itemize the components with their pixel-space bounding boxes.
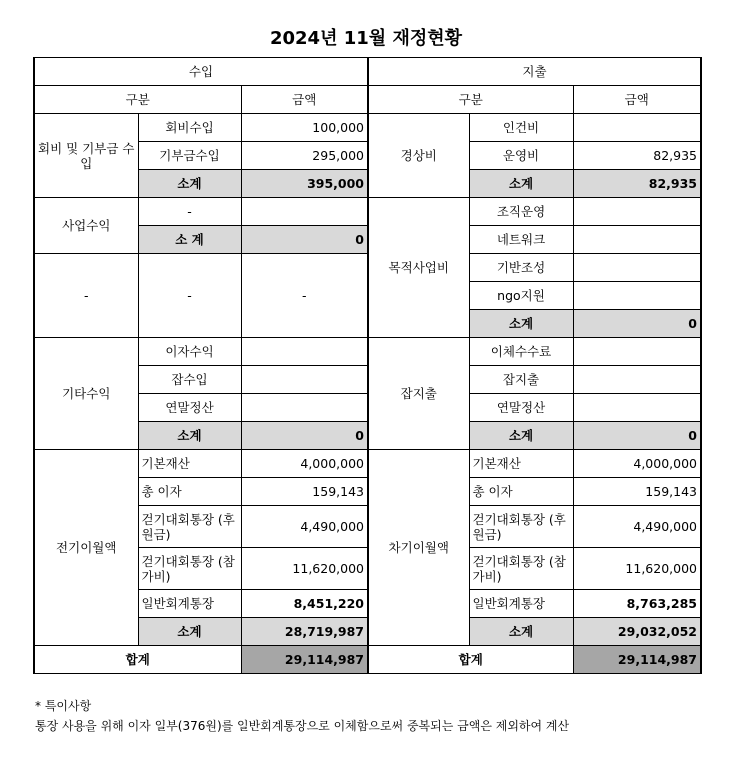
notes-heading: * 특이사항 (35, 699, 92, 713)
expense-amount (573, 282, 701, 310)
expense-header: 지출 (368, 58, 701, 86)
subtotal-label: 소계 (138, 618, 241, 646)
income-amount: 4,000,000 (241, 450, 368, 478)
operating-group: 경상비 (368, 114, 469, 198)
expense-amount: 82,935 (573, 142, 701, 170)
expense-col-amount: 금액 (573, 86, 701, 114)
expense-amount: 11,620,000 (573, 548, 701, 590)
income-item: 기본재산 (138, 450, 241, 478)
income-item: 일반회계통장 (138, 590, 241, 618)
expense-item: 인건비 (469, 114, 573, 142)
expense-item: ngo지원 (469, 282, 573, 310)
expense-col-category: 구분 (368, 86, 573, 114)
expense-item: 네트워크 (469, 226, 573, 254)
expense-item: 잡지출 (469, 366, 573, 394)
income-item: - (138, 198, 241, 226)
subtotal-amount: 0 (241, 226, 368, 254)
subtotal-label: 소계 (469, 310, 573, 338)
income-item: 연말정산 (138, 394, 241, 422)
page-title: 2024년 11월 재정현황 (269, 28, 462, 49)
expense-item: 일반회계통장 (469, 590, 573, 618)
subtotal-label: 소계 (469, 422, 573, 450)
finance-table (33, 57, 702, 674)
table-row (34, 338, 701, 366)
income-amount (241, 366, 368, 394)
income-amount: 295,000 (241, 142, 368, 170)
expense-amount: 4,000,000 (573, 450, 701, 478)
column-header-row (34, 86, 701, 114)
prev-carry-group: 전기이월액 (34, 450, 138, 646)
subtotal-amount: 29,032,052 (573, 618, 701, 646)
expense-amount (573, 338, 701, 366)
income-item: 걷기대회통장 (후원금) (138, 506, 241, 548)
income-item: 이자수익 (138, 338, 241, 366)
subtotal-amount: 0 (573, 310, 701, 338)
blank-amount: - (241, 254, 368, 338)
subtotal-amount: 82,935 (573, 170, 701, 198)
income-col-amount: 금액 (241, 86, 368, 114)
expense-item: 연말정산 (469, 394, 573, 422)
income-amount: 159,143 (241, 478, 368, 506)
table-row (34, 254, 701, 282)
expense-item: 걷기대회통장 (후원금) (469, 506, 573, 548)
notes-body: 통장 사용을 위해 이자 일부(376원)를 일반회계통장으로 이체함으로써 중복되는 금액은 제외하여 계산 (35, 719, 570, 733)
header-row (34, 58, 701, 86)
subtotal-label: 소계 (138, 422, 241, 450)
table-row (34, 114, 701, 142)
expense-item: 이체수수료 (469, 338, 573, 366)
expense-amount (573, 366, 701, 394)
expense-item: 총 이자 (469, 478, 573, 506)
other-group: 기타수익 (34, 338, 138, 450)
income-amount (241, 198, 368, 226)
income-item: 기부금수입 (138, 142, 241, 170)
blank-item: - (138, 254, 241, 338)
subtotal-amount: 0 (241, 422, 368, 450)
expense-amount: 8,763,285 (573, 590, 701, 618)
income-item: 회비수입 (138, 114, 241, 142)
notes (35, 696, 569, 736)
income-total-label: 합계 (34, 646, 241, 674)
expense-amount (573, 114, 701, 142)
income-item: 걷기대회통장 (참가비) (138, 548, 241, 590)
income-total: 29,114,987 (241, 646, 368, 674)
expense-total-label: 합계 (368, 646, 573, 674)
income-amount (241, 394, 368, 422)
subtotal-amount: 0 (573, 422, 701, 450)
subtotal-amount: 28,719,987 (241, 618, 368, 646)
expense-item: 조직운영 (469, 198, 573, 226)
blank-group: - (34, 254, 138, 338)
subtotal-label: 소 계 (138, 226, 241, 254)
next-carry-group: 차기이월액 (368, 450, 469, 646)
income-amount: 8,451,220 (241, 590, 368, 618)
expense-amount (573, 394, 701, 422)
income-col-category: 구분 (34, 86, 241, 114)
expense-item: 기본재산 (469, 450, 573, 478)
expense-item: 기반조성 (469, 254, 573, 282)
total-row (34, 646, 701, 674)
expense-amount (573, 254, 701, 282)
expense-amount (573, 198, 701, 226)
expense-amount: 4,490,000 (573, 506, 701, 548)
business-group: 사업수익 (34, 198, 138, 254)
subtotal-label: 소계 (138, 170, 241, 198)
income-amount: 4,490,000 (241, 506, 368, 548)
expense-item: 운영비 (469, 142, 573, 170)
income-item: 총 이자 (138, 478, 241, 506)
expense-amount (573, 226, 701, 254)
income-amount (241, 338, 368, 366)
subtotal-label: 소계 (469, 618, 573, 646)
table-row (34, 450, 701, 478)
misc-group: 잡지출 (368, 338, 469, 450)
membership-group: 회비 및 기부금 수입 (34, 114, 138, 198)
income-header: 수입 (34, 58, 368, 86)
income-amount: 11,620,000 (241, 548, 368, 590)
subtotal-label: 소계 (469, 170, 573, 198)
income-item: 잡수입 (138, 366, 241, 394)
subtotal-amount: 395,000 (241, 170, 368, 198)
table-row (34, 198, 701, 226)
expense-total: 29,114,987 (573, 646, 701, 674)
purpose-group: 목적사업비 (368, 198, 469, 338)
income-amount: 100,000 (241, 114, 368, 142)
expense-amount: 159,143 (573, 478, 701, 506)
expense-item: 걷기대회통장 (참가비) (469, 548, 573, 590)
